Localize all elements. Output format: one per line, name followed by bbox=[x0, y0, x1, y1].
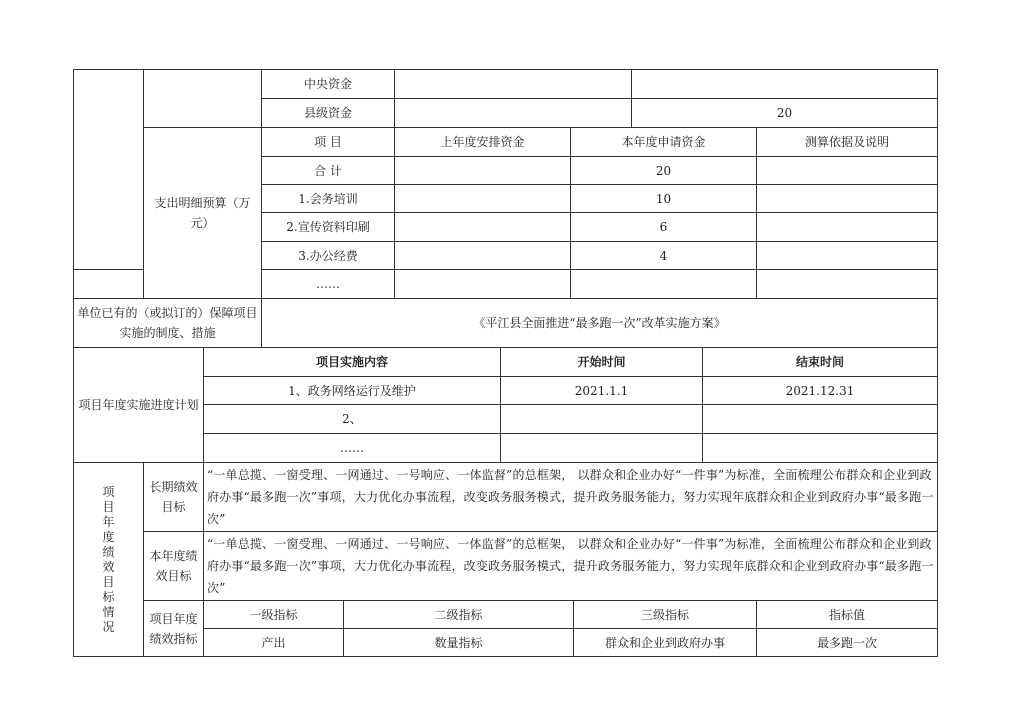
schedule-row-content: 1、政务网络运行及维护 bbox=[204, 377, 501, 405]
schedule-label: 项目年度实施进度计划 bbox=[74, 348, 204, 463]
budget-row-item: 2.宣传资料印刷 bbox=[262, 213, 395, 242]
system-value: 《平江县全面推进“最多跑一次”改革实施方案》 bbox=[262, 299, 938, 348]
indicator-value: 最多跑一次 bbox=[757, 629, 938, 657]
indicator-header-level3: 三级指标 bbox=[574, 601, 757, 629]
budget-row-current: 6 bbox=[571, 213, 757, 242]
schedule-row-start: 2021.1.1 bbox=[501, 377, 703, 405]
budget-row-last bbox=[395, 185, 571, 213]
long-term-goal-text: “一单总揽、一窗受理、一网通过、一号响应、一体监督”的总框架， 以群众和企业办好“一件事”为标准，全面梳理公布群众和企业到政府办事“最多跑一次”事项，大力优化办事流程，改变政务服务模式，提升政务服务能力，努力实现年底群众和企业到政府办事“最多跑一次” bbox=[204, 463, 938, 532]
county-funds-blank bbox=[395, 99, 632, 128]
indicator-header-level2: 二级指标 bbox=[344, 601, 574, 629]
schedule-row-end bbox=[703, 434, 938, 463]
central-funds-label: 中央资金 bbox=[262, 70, 395, 99]
performance-label: 项 目 年 度 绩 效 目 标 情 况 bbox=[74, 463, 144, 657]
budget-row-basis bbox=[757, 185, 938, 213]
indicator-level2: 数量指标 bbox=[344, 629, 574, 657]
project-budget-sheet bbox=[73, 69, 937, 657]
budget-row-current: 20 bbox=[571, 157, 757, 185]
annual-goal-text: “一单总揽、一窗受理、一网通过、一号响应、一体监督”的总框架， 以群众和企业办好“一件事”为标准，全面梳理公布群众和企业到政府办事“最多跑一次”事项，大力优化办事流程，改变政务服务模式，提升政务服务能力，努力实现年底群众和企业到政府办事“最多跑一次” bbox=[204, 532, 938, 601]
budget-row-item: 1.会务培训 bbox=[262, 185, 395, 213]
budget-row-basis bbox=[757, 213, 938, 242]
schedule-header-end: 结束时间 bbox=[703, 348, 938, 377]
schedule-row-end bbox=[703, 405, 938, 434]
indicator-level3: 群众和企业到政府办事 bbox=[574, 629, 757, 657]
performance-table bbox=[73, 462, 938, 657]
budget-row-item: 3.办公经费 bbox=[262, 242, 395, 270]
schedule-table bbox=[73, 347, 938, 463]
budget-row-basis bbox=[757, 270, 938, 299]
budget-row-item: 合 计 bbox=[262, 157, 395, 185]
budget-header-last: 上年度安排资金 bbox=[395, 128, 571, 157]
blank-cell bbox=[74, 270, 144, 299]
schedule-header-content: 项目实施内容 bbox=[204, 348, 501, 377]
budget-row-basis bbox=[757, 157, 938, 185]
budget-row-last bbox=[395, 157, 571, 185]
central-funds-note bbox=[632, 70, 938, 99]
budget-table bbox=[73, 69, 938, 348]
indicator-label: 项目年度绩效指标 bbox=[144, 601, 204, 657]
county-funds-value: 20 bbox=[632, 99, 938, 128]
budget-row-basis bbox=[757, 242, 938, 270]
schedule-row-content: 2、 bbox=[204, 405, 501, 434]
budget-row-current: 4 bbox=[571, 242, 757, 270]
blank-merged-cell bbox=[144, 70, 262, 128]
annual-goal-label: 本年度绩效目标 bbox=[144, 532, 204, 601]
system-label: 单位已有的（或拟订的）保障项目实施的制度、措施 bbox=[74, 299, 262, 348]
schedule-row-end: 2021.12.31 bbox=[703, 377, 938, 405]
indicator-level1: 产出 bbox=[204, 629, 344, 657]
budget-row-item: …… bbox=[262, 270, 395, 299]
budget-row-last bbox=[395, 242, 571, 270]
schedule-row-start bbox=[501, 405, 703, 434]
schedule-row-content: …… bbox=[204, 434, 501, 463]
budget-row-current: 10 bbox=[571, 185, 757, 213]
budget-header-item: 项 目 bbox=[262, 128, 395, 157]
budget-row-current bbox=[571, 270, 757, 299]
budget-row-last bbox=[395, 270, 571, 299]
county-funds-label: 县级资金 bbox=[262, 99, 395, 128]
central-funds-value bbox=[395, 70, 632, 99]
blank-merged-cell bbox=[74, 70, 144, 270]
indicator-header-level1: 一级指标 bbox=[204, 601, 344, 629]
budget-row-last bbox=[395, 213, 571, 242]
budget-header-basis: 测算依据及说明 bbox=[757, 128, 938, 157]
indicator-header-value: 指标值 bbox=[757, 601, 938, 629]
schedule-header-start: 开始时间 bbox=[501, 348, 703, 377]
budget-header-current: 本年度申请资金 bbox=[571, 128, 757, 157]
budget-section-label: 支出明细预算（万元） bbox=[144, 128, 262, 299]
long-term-goal-label: 长期绩效目标 bbox=[144, 463, 204, 532]
schedule-row-start bbox=[501, 434, 703, 463]
